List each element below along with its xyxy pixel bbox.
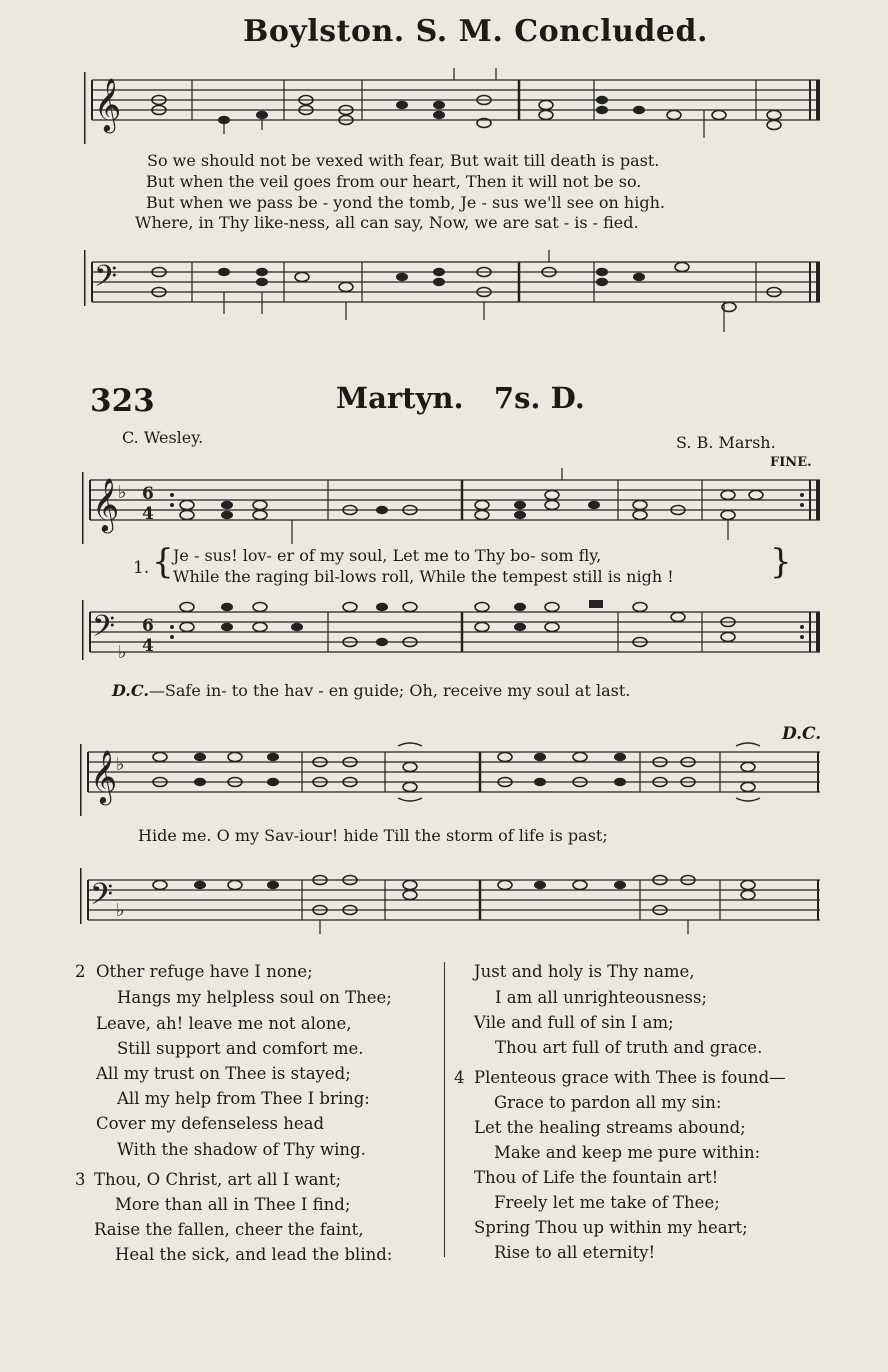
verse-3-line-8: Thou art full of truth and grace. <box>495 1038 763 1057</box>
author-credit: C. Wesley. <box>122 428 204 447</box>
boylston-treble-staff <box>84 68 824 148</box>
verse-2-line-7: Cover my defenseless head <box>96 1114 325 1133</box>
svg-text:𝄢: 𝄢 <box>90 878 114 919</box>
verse-2-line-2: Hangs my helpless soul on Thee; <box>117 988 392 1007</box>
martyn-verse-number: 1. <box>133 558 150 578</box>
boylston-lyric-line-3: But when we pass be - yond the tomb, Je - sus we'll see on high. <box>146 193 665 212</box>
svg-text:♭: ♭ <box>118 642 127 663</box>
verse-3-line-4: Heal the sick, and lead the blind: <box>115 1245 393 1264</box>
hymn-title-boylston: Boylston. S. M. Concluded. <box>243 14 708 49</box>
dc-lyric: —Safe in- to the hav - en guide; Oh, receive my soul at last. <box>148 681 631 700</box>
dc-label: D.C. <box>112 681 149 700</box>
svg-text:♭: ♭ <box>118 482 127 503</box>
svg-text:𝄞: 𝄞 <box>94 77 122 131</box>
boylston-bass-staff <box>84 250 824 340</box>
hymn-title-martyn: Martyn. 7s. D. <box>336 381 585 415</box>
time-sig-bottom-bass: 4 <box>142 636 154 656</box>
svg-text:♭: ♭ <box>116 900 125 921</box>
verse-3-line-2: More than all in Thee I find; <box>115 1195 351 1214</box>
martyn-bass-staff-1 <box>82 600 824 670</box>
martyn-lyric-line-1: Je - sus! lov- er of my soul, Let me to Thy bo- som fly, <box>173 546 602 565</box>
verse-4-line-2: Grace to pardon all my sin: <box>494 1093 722 1112</box>
martyn-treble-staff-2 <box>80 740 824 820</box>
verse-2-line-4: Still support and comfort me. <box>117 1039 364 1058</box>
verse-2-line-6: All my help from Thee I bring: <box>117 1089 370 1108</box>
verse-3-line-7: Vile and full of sin I am; <box>474 1013 674 1032</box>
martyn-treble-staff-1 <box>82 468 824 548</box>
verse-2-line-1: Other refuge have I none; <box>96 962 313 981</box>
right-brace: } <box>770 542 792 582</box>
verse-2-line-8: With the shadow of Thy wing. <box>117 1140 366 1159</box>
verse-2-line-5: All my trust on Thee is stayed; <box>96 1064 351 1083</box>
svg-text:𝄞: 𝄞 <box>90 749 118 803</box>
verse-4-number: 4 <box>454 1068 465 1087</box>
composer-credit: S. B. Marsh. <box>676 433 776 452</box>
verse-4-line-1: Plenteous grace with Thee is found— <box>474 1068 786 1087</box>
verse-3-line-6: I am all unrighteousness; <box>495 988 708 1007</box>
martyn-bass-staff-2 <box>80 868 824 938</box>
verse-3-number: 3 <box>75 1170 86 1189</box>
verse-4-line-3: Let the healing streams abound; <box>474 1118 746 1137</box>
time-sig-bottom-treble: 4 <box>142 504 154 524</box>
hymn-number: 323 <box>90 383 155 419</box>
verse-4-line-7: Spring Thou up within my heart; <box>474 1218 748 1237</box>
svg-text:𝄞: 𝄞 <box>92 477 120 531</box>
svg-text:𝄢: 𝄢 <box>92 610 116 651</box>
verse-4-line-8: Rise to all eternity! <box>494 1243 656 1262</box>
boylston-lyric-line-4: Where, in Thy like-ness, all can say, Now, we are sat - is - fied. <box>135 213 639 232</box>
verse-2-line-3: Leave, ah! leave me not alone, <box>96 1014 352 1033</box>
verse-2-number: 2 <box>75 962 86 981</box>
martyn-lyric-line-2: While the raging bil-lows roll, While the tempest still is nigh ! <box>173 567 674 586</box>
time-sig-top-treble: 6 <box>142 484 154 504</box>
svg-text:♭: ♭ <box>116 754 125 775</box>
dc-line <box>112 681 630 700</box>
boylston-lyric-line-1: So we should not be vexed with fear, But wait till death is past. <box>147 151 660 170</box>
boylston-lyric-line-2: But when the veil goes from our heart, Then it will not be so. <box>146 172 642 191</box>
verse-3-line-5: Just and holy is Thy name, <box>474 962 695 981</box>
fine-marker: FINE. <box>770 455 812 470</box>
column-divider <box>444 962 445 1257</box>
martyn-lyric-line-3: Hide me. O my Sav-iour! hide Till the storm of life is past; <box>138 826 608 845</box>
verse-4-line-6: Freely let me take of Thee; <box>494 1193 720 1212</box>
verse-3-line-3: Raise the fallen, cheer the faint, <box>94 1220 364 1239</box>
verse-4-line-5: Thou of Life the fountain art! <box>474 1168 719 1187</box>
time-sig-top-bass: 6 <box>142 616 154 636</box>
verse-4-line-4: Make and keep me pure within: <box>494 1143 761 1162</box>
verse-3-line-1: Thou, O Christ, art all I want; <box>94 1170 342 1189</box>
left-brace: { <box>152 542 174 582</box>
dc-mark: D.C. <box>782 724 822 744</box>
svg-text:𝄢: 𝄢 <box>94 260 118 301</box>
